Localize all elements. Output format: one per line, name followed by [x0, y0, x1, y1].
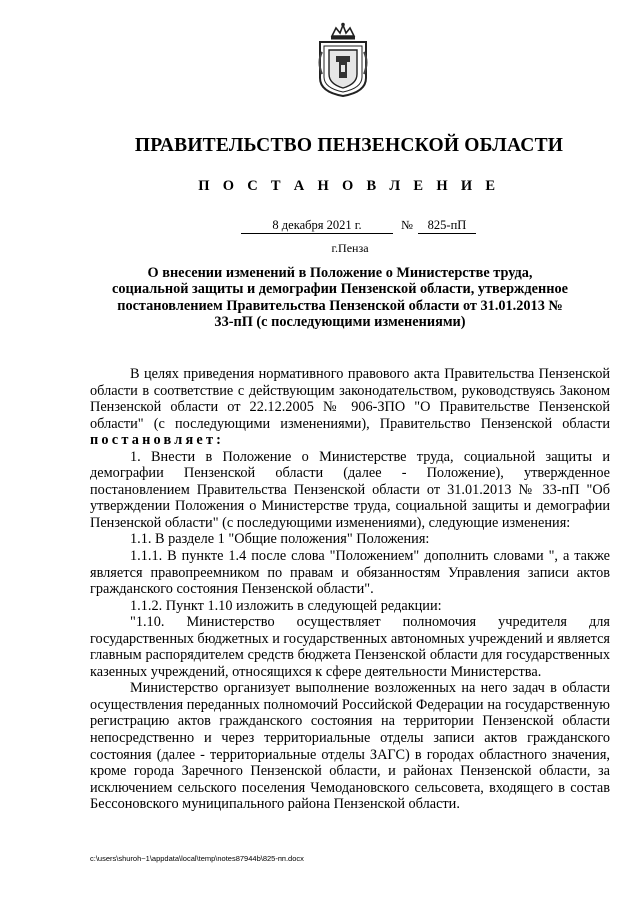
coat-of-arms-icon	[314, 22, 372, 98]
preamble-text: В целях приведения нормативного правового акта Правительства Пензенской области в соответствие с действующим законодательством, руководствуясь Законом Пензенской области от 22.12.2005 № 906-ЗПО "О Правительстве Пензенской области" (с последующими изменениями), Правительство Пензенской области	[90, 366, 610, 432]
number-sign: №	[401, 218, 413, 232]
document-type: П О С Т А Н О В Л Е Н И Е	[198, 178, 500, 194]
paragraph-clause-1-10: "1.10. Министерство осуществляет полномочия учредителя для государственных бюджетных и государственных автономных учреждений и является главным распорядителем средств бюджета Пензенской области для государственных казенных учреждений, относящихся к сфере деятельности Министерства.	[90, 614, 610, 680]
paragraph-item-1-1: 1.1. В разделе 1 "Общие положения" Положения:	[130, 531, 430, 548]
paragraph-item-1-1-2: 1.1.2. Пункт 1.10 изложить в следующей редакции:	[130, 597, 442, 614]
decree-word: постановляет:	[90, 432, 225, 449]
paragraph-ministry-organizes: Министерство организует выполнение возложенных на него задач в области осуществления переданных полномочий Российской Федерации на государственную регистрацию актов гражданского состояния на территории Пензенской области непосредственно и через территориальные отделы записи актов гражданского состояния (далее - территориальные отделы ЗАГС) в городах областного значения, кроме города Заречного Пензенской области, и районах Пензенской области, за исключением сельского поселения Чемодановского сельсовета, входящего в состав Бессоновского муниципального района Пензенской области.	[90, 680, 610, 813]
city-name: г.Пенза	[331, 241, 369, 255]
decree-date: 8 декабря 2021 г.	[241, 217, 393, 234]
paragraph-item-1-1-1: 1.1.1. В пункте 1.4 после слова "Положением" дополнить словами ", а также является правопреемником по правам и обязанностям Управления записи актов гражданского состояния Пензенской области".	[90, 548, 610, 598]
government-title: ПРАВИТЕЛЬСТВО ПЕНЗЕНСКОЙ ОБЛАСТИ	[134, 135, 564, 156]
decree-number: 825-пП	[418, 217, 476, 234]
decree-heading: О внесении изменений в Положение о Министерстве труда, социальной защиты и демографии Пензенской области, утвержденное постановлением Правительства Пензенской области от 31.01.2013 № 33-пП (с последующими изменениями)	[112, 265, 568, 331]
paragraph-preamble	[90, 366, 610, 449]
file-path-footer: c:\users\shuroh~1\appdata\local\temp\notes87944b\825-пп.docx	[90, 854, 304, 863]
decree-body	[90, 366, 610, 813]
paragraph-item-1: 1. Внести в Положение о Министерстве труда, социальной защиты и демографии Пензенской области (далее - Положение), утвержденное постановлением Правительства Пензенской области от 31.01.2013 № 33-пП "Об утверждении Положения о Министерстве труда, социальной защиты и демографии Пензенской области" (с последующими изменениями), следующие изменения:	[90, 448, 610, 531]
